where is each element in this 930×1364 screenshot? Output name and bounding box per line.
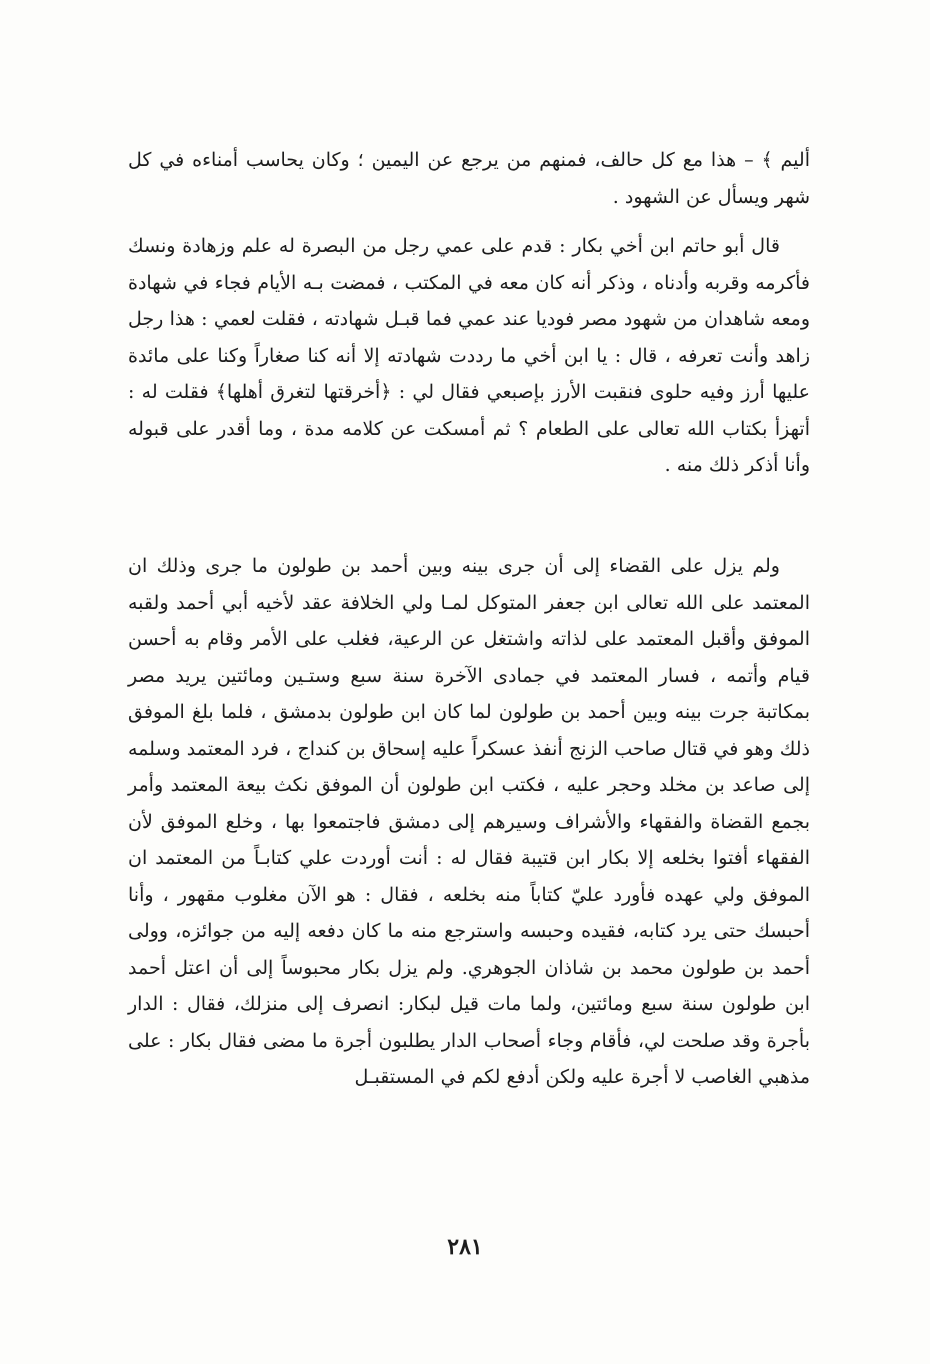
text-block-1: [128, 142, 810, 215]
page-number: ٢٨١: [447, 1234, 483, 1260]
paragraph: ألیم ﴾ – هذا مع كل حالف، فمنهم من يرجع عن اليمين ؛ وكان يحاسب أمناءه في كل شهر ويسأل عن الشهود .: [128, 149, 810, 208]
text-block-3: [128, 548, 810, 1096]
paragraph: ولم يزل على القضاء إلى أن جرى بينه وبين أحمد بن طولون ما جرى وذلك ان المعتمد على الله تعالى ابن جعفر المتوكل لمـا ولي الخلافة عقد لأخيه أبي أحمد ولقبه الموفق وأقبل المعتمد على لذاته واشتغل عن الرعية، فغلب على الأمر وقام به أحسن قيام وأتمه ، فسار المعتمد في جمادى الآخرة سنة سبع وستـين ومائتين يريد مصر بمكاتبة جرت بينه وبين أحمد بن طولون لما كان ابن طولون بدمشق ، فلما بلغ الموفق ذلك وهو في قتال صاحب الزنج أنفذ عسكراً عليه إسحاق بن كنداج ، فرد المعتمد وسلمه إلى صاعد بن مخلد وحجر عليه ، فكتب ابن طولون أن الموفق نكث بيعة المعتمد وأمر بجمع القضاة والفقهاء والأشراف وسيرهم إلى دمشق فاجتمعوا بها ، وخلع الموفق لأن الفقهاء أفتوا بخلعه إلا بكار ابن قتيبة فقال له : أنت أوردت علي كتابـاً من المعتمد ان الموفق ولي عهده فأورد عليّ كتاباً منه بخلعه ، فقال : هو الآن مغلوب مقهور ، وأنا أحبسك حتى يرد كتابه، فقيده وحبسه واسترجع منه ما كان دفعه إليه من جوائزه، وولى أحمد بن طولون محمد بن شاذان الجوهري. ولم يزل بكار محبوساً إلى أن اعتل أحمد ابن طولون سنة سبع ومائتين، ولما مات قيل لبكار: انصرف إلى منزلك، فقال : الدار بأجرة وقد صلحت لي، فأقام وجاء أصحاب الدار يطلبون أجرة ما مضى فقال بكار : على مذهبي الغاصب لا أجرة عليه ولكن أدفع لكم في المستقبـل: [128, 555, 810, 1088]
text-block-2: [128, 228, 810, 484]
paragraph: قال أبو حاتم ابن أخي بكار : قدم على عمي رجل من البصرة له علم وزهادة ونسك فأكرمه وقربه وأدناه ، وذكر أنه كان معه في المكتب ، فمضت بـه الأيام فجاء في شهادة ومعه شاهدان من شهود مصر فوديا عند عمي فما قبـل شهادته ، فقلت لعمي : هذا رجل زاهد وأنت تعرفه ، قال : يا ابن أخي ما رددت شهادته إلا أنه كنا صغاراً وكنا على مائدة عليها أرز وفيه حلوى فنقبت الأرز بإصبعي فقال لي : ﴿أخرقتها لتغرق أهلها﴾ فقلت له : أتهزأ بكتاب الله تعالى على الطعام ؟ ثم أمسكت عن كلامه مدة ، وما أقدر على قبوله وأنا أذكر ذلك منه .: [128, 235, 810, 476]
